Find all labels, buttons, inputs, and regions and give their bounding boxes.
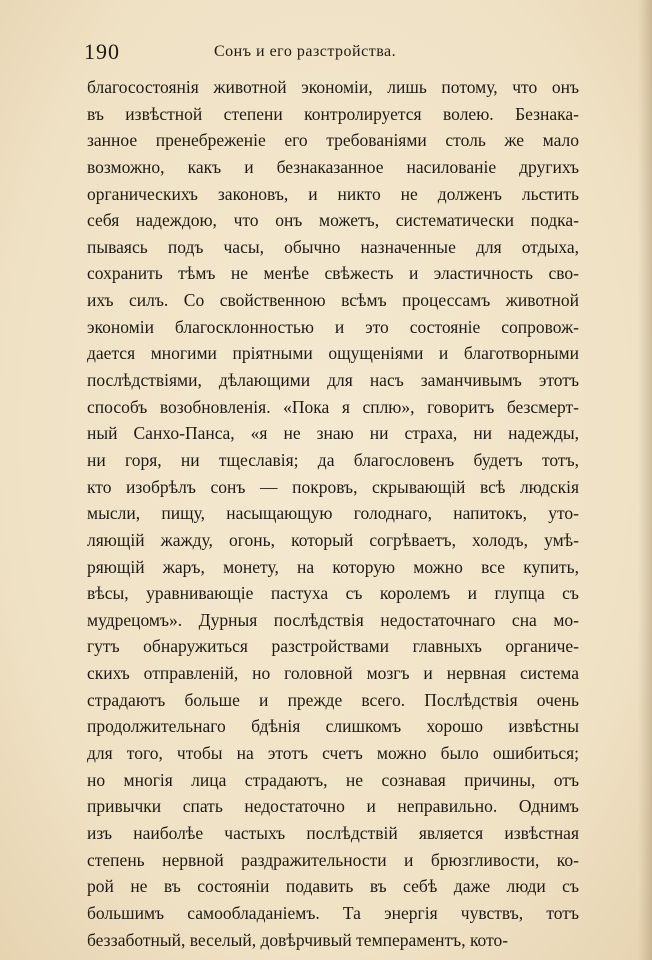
text-line: ряющій жаръ, монету, на которую можно все купить, [87,556,579,577]
text-line: ни горя, ни тщеславія; да благословенъ будетъ тотъ, [87,449,579,470]
text-line: благосостоянія животной экономіи, лишь потому, что онъ [87,77,579,97]
text-line: ный Санхо-Пансa, «я не знаю ни страха, ни надежды, [87,423,579,444]
text-line: экономіи благосклонностью и это состояніе сопровож- [87,316,579,337]
text-line: ихъ силъ. Со свойственною всѣмъ процессамъ животной [87,290,579,311]
text-line: въ извѣстной степени контролируется волею. Безнака- [87,103,579,124]
text-line: изъ наиболѣе частыхъ послѣдствій является извѣстная [87,822,579,843]
page-number: 190 [84,39,120,64]
body-text [87,74,579,953]
text-line: мысли, пищу, насыщающую голоднаго, напитокъ, уто- [87,503,579,524]
text-line: пываясь подъ часы, обычно назначенные для отдыха, [87,236,579,257]
text-line: рой не въ состояніи подавить въ себѣ даже люди съ [87,876,579,897]
page-edge-shadow [638,0,652,960]
text-line: большимъ самообладаніемъ. Та энергія чувствъ, тотъ [87,902,579,923]
text-line: привычки спать недостаточно и неправильно. Однимъ [87,796,579,817]
text-line: степень нервной раздражительности и брюзгливости, ко- [87,849,579,870]
text-line: способъ возобновленія. «Пока я сплю», говоритъ безсмерт- [87,396,579,417]
text-line: себя надеждою, что онъ можетъ, систематически подка- [87,210,579,231]
text-line: занное пренебреженіе его требованіями столь же мало [87,130,579,151]
text-line: послѣдствіями, дѣлающими для насъ заманчивымъ этотъ [87,370,579,391]
text-line: гутъ обнаружиться разстройствами главныхъ органиче- [87,636,579,657]
text-line: страдаютъ больше и прежде всего. Послѣдствія очень [87,689,579,710]
text-line: беззаботный, веселый, довѣрчивый темпераментъ, кото- [87,929,509,950]
text-line: мудрецомъ». Дурныя послѣдствія недостаточнаго сна мо- [87,609,579,630]
text-line: вѣсы, уравнивающіе пастуха съ королемъ и глупца съ [87,583,579,604]
text-line: ляющій жажду, огонь, который согрѣваетъ, холодъ, умѣ- [87,529,579,550]
page-header [84,38,574,66]
text-line: скихъ отправленій, но головной мозгъ и нервная система [87,663,579,684]
running-title: Сонъ и его разстройства. [214,43,397,60]
text-line: но многія лица страдаютъ, не сознавая причины, отъ [87,769,579,790]
text-line: дается многими пріятными ощущеніями и благотворными [87,343,579,364]
text-line: органическихъ законовъ, и никто не долженъ льстить [87,183,579,204]
text-line: кто изобрѣлъ сонъ — покровъ, скрывающій всѣ людскія [87,476,579,497]
text-line: сохранить тѣмъ не менѣе свѣжесть и эластичность сво- [87,263,579,284]
text-line: для того, чтобы на этотъ счетъ можно было ошибиться; [87,743,579,764]
text-line: возможно, какъ и безнаказанное насилованіе другихъ [87,156,579,177]
text-line: продолжительнаго бдѣнія слишкомъ хорошо извѣстны [87,716,579,737]
